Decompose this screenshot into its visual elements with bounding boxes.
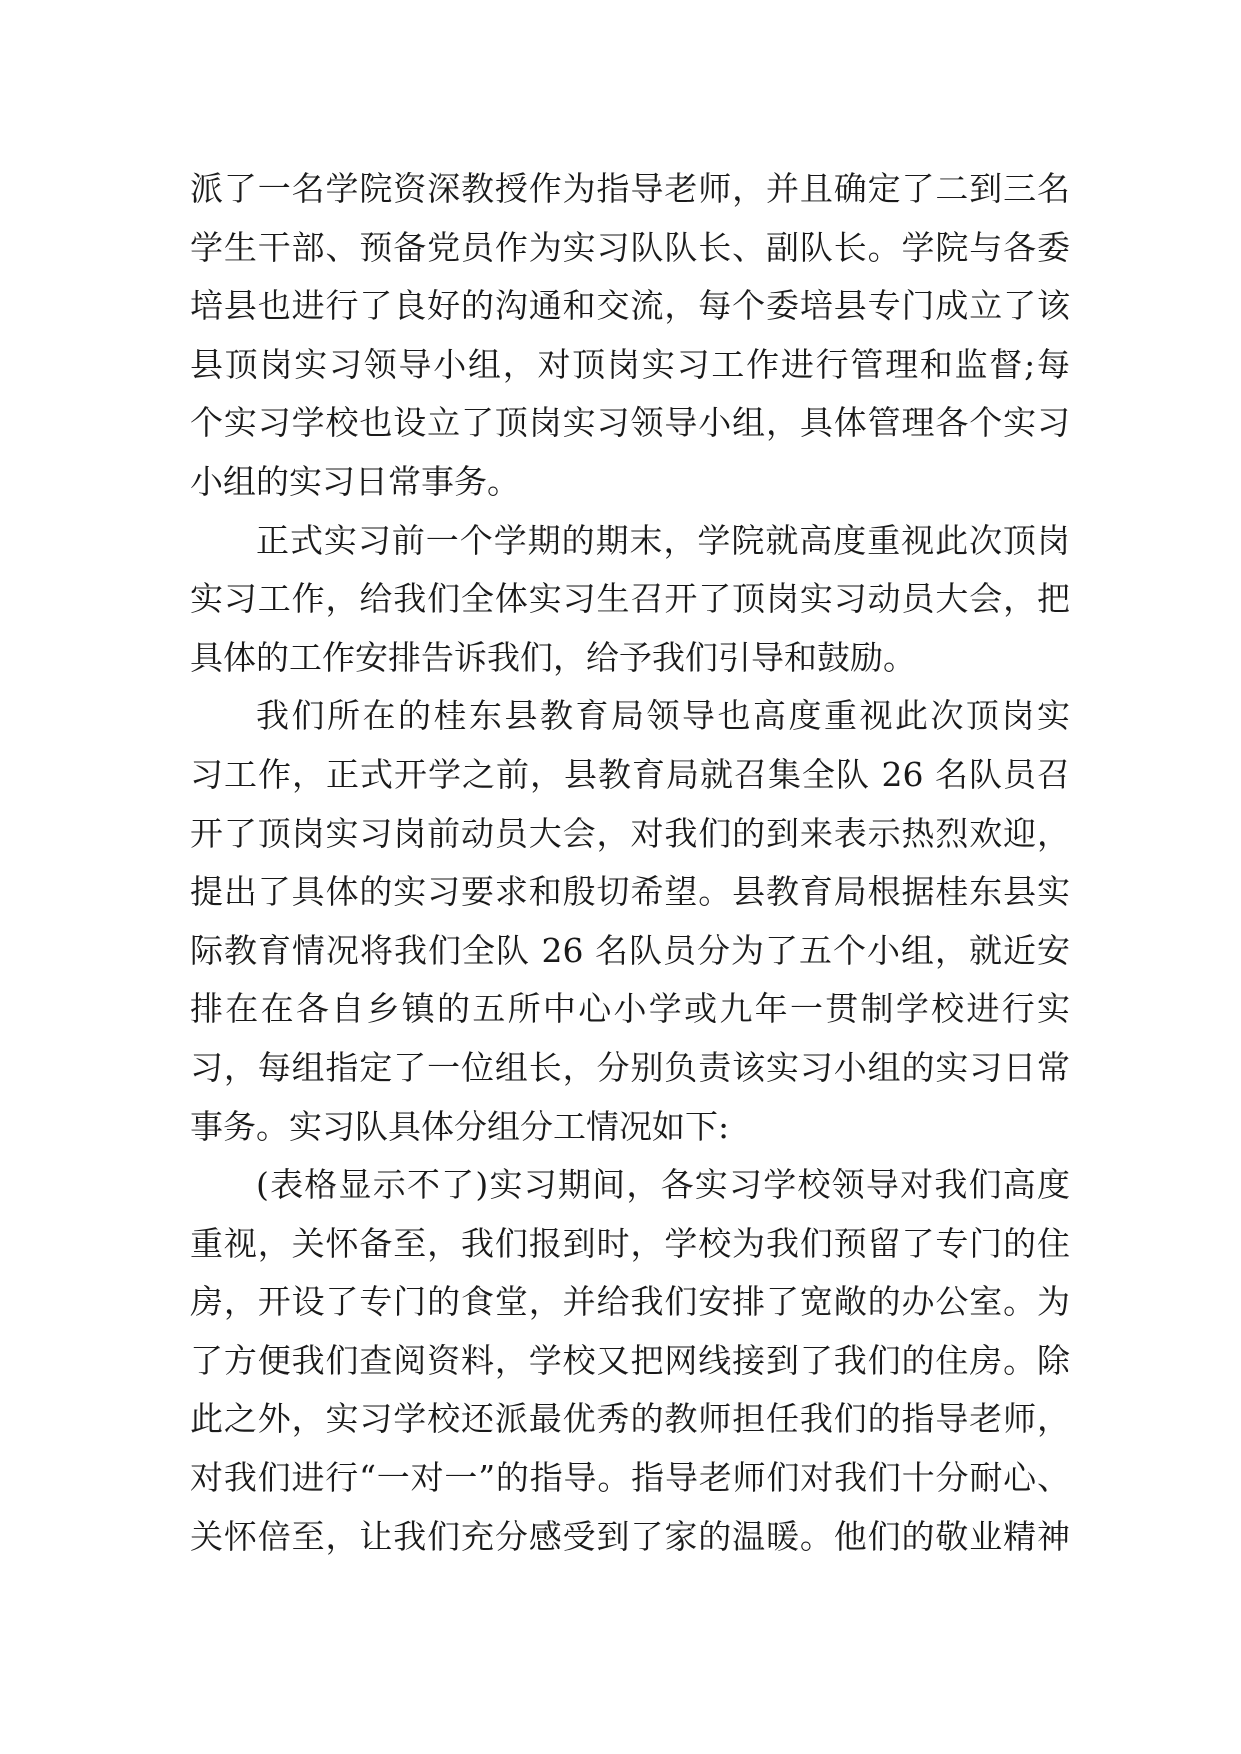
text-line: 学生干部、预备党员作为实习队队长、副队长。学院与各委: [190, 227, 1070, 267]
text-line: 际教育情况将我们全队 26 名队员分为了五个小组，就近安: [190, 930, 1070, 970]
text-line: 县顶岗实习领导小组，对顶岗实习工作进行管理和监督;每: [190, 344, 1070, 384]
text-line: 具体的工作安排告诉我们，给予我们引导和鼓励。: [190, 637, 916, 677]
text-line: 对我们进行“一对一”的指导。指导老师们对我们十分耐心、: [190, 1458, 1070, 1498]
text-line: 此之外，实习学校还派最优秀的教师担任我们的指导老师，: [190, 1399, 1070, 1439]
text-line: 关怀倍至，让我们充分感受到了家的温暖。他们的敬业精神: [190, 1516, 1070, 1556]
text-line: 实习工作，给我们全体实习生召开了顶岗实习动员大会，把: [190, 579, 1070, 619]
paragraph-first-line: 我们所在的桂东县教育局领导也高度重视此次顶岗实: [256, 696, 1070, 736]
body-text: [190, 160, 1070, 1566]
paragraph-first-line: 正式实习前一个学期的期末，学院就高度重视此次顶岗: [256, 520, 1070, 560]
text-line: 培县也进行了良好的沟通和交流，每个委培县专门成立了该: [190, 286, 1070, 326]
text-line: 提出了具体的实习要求和殷切希望。县教育局根据桂东县实: [190, 872, 1070, 912]
text-line: 小组的实习日常事务。: [190, 461, 520, 501]
text-line: 房，开设了专门的食堂，并给我们安排了宽敞的办公室。为: [190, 1282, 1070, 1322]
text-line: 派了一名学院资深教授作为指导老师，并且确定了二到三名: [190, 169, 1070, 208]
text-line: 习，每组指定了一位组长，分别负责该实习小组的实习日常: [190, 1047, 1070, 1087]
text-line: 个实习学校也设立了顶岗实习领导小组，具体管理各个实习: [190, 403, 1070, 443]
text-line: 重视，关怀备至，我们报到时，学校为我们预留了专门的住: [190, 1223, 1070, 1263]
text-line: 排在在各自乡镇的五所中心小学或九年一贯制学校进行实: [190, 989, 1070, 1029]
text-line: 事务。实习队具体分组分工情况如下:: [190, 1106, 730, 1146]
text-line: 了方便我们查阅资料，学校又把网线接到了我们的住房。除: [190, 1340, 1070, 1380]
paragraph-first-line: (表格显示不了)实习期间，各实习学校领导对我们高度: [256, 1165, 1070, 1205]
text-line: 开了顶岗实习岗前动员大会，对我们的到来表示热烈欢迎，: [190, 813, 1070, 853]
text-line: 习工作，正式开学之前，县教育局就召集全队 26 名队员召: [190, 754, 1070, 794]
